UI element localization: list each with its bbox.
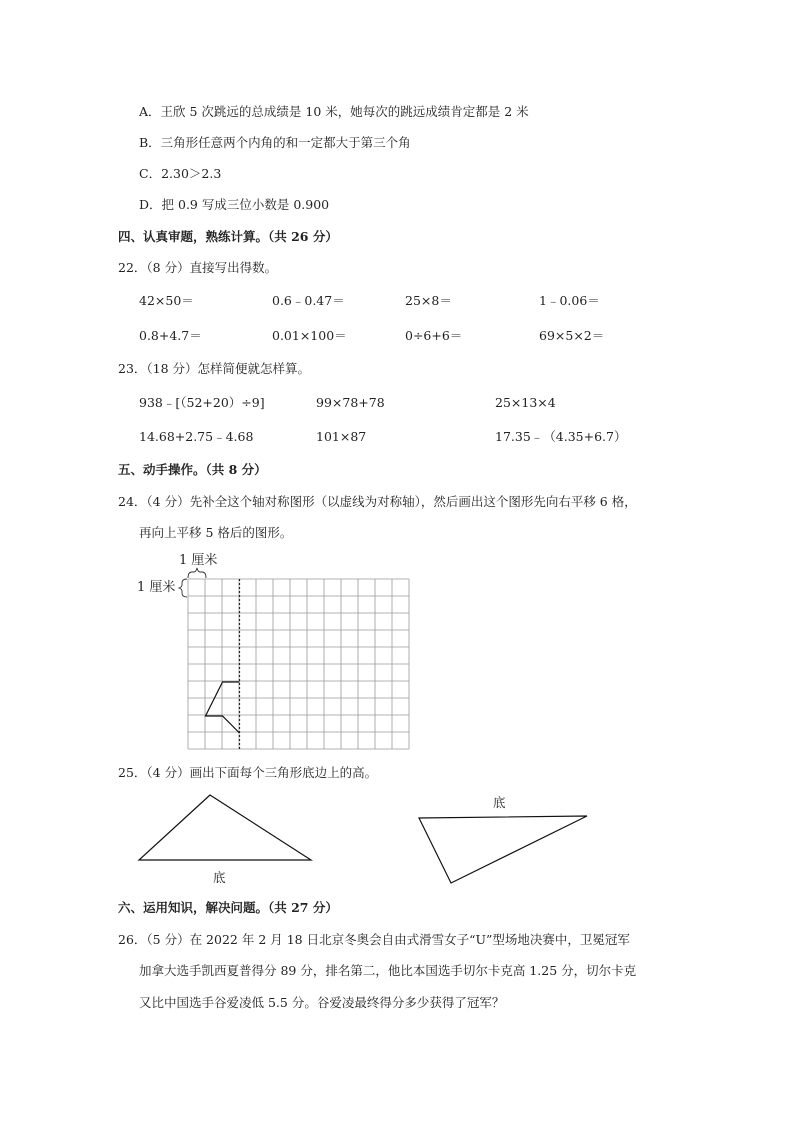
q22-item: 0÷6+6＝ [405,328,463,343]
q23-item: 99×78+78 [316,395,385,410]
q25-prompt: 25．（4 分）画出下面每个三角形底边上的高。 [118,765,378,780]
triangle-right [419,816,587,883]
q22-item: 69×5×2＝ [539,328,605,343]
section-5-heading: 五、动手操作。（共 8 分） [118,462,267,477]
q22-item: 25×8＝ [405,293,452,308]
option-d: D．把 0.9 写成三位小数是 0.900 [139,197,330,212]
q23-prompt: 23．（18 分）怎样简便就怎样算。 [118,361,311,376]
brace-top [188,568,206,578]
q22-item: 0.01×100＝ [272,328,347,343]
brace-left [179,579,187,597]
q23-item: 14.68+2.75﹣4.68 [139,429,254,444]
q22-item: 0.8+4.7＝ [139,328,202,343]
q23-item: 17.35﹣（4.35+6.7） [495,429,627,444]
section-4-heading: 四、认真审题，熟练计算。（共 26 分） [118,229,338,244]
half-shape [206,682,240,733]
q22-prompt: 22．（8 分）直接写出得数。 [118,260,278,275]
q22-item: 0.6﹣0.47＝ [272,293,345,308]
section-6-heading: 六、运用知识，解决问题。（共 27 分） [118,900,338,915]
square-grid [188,579,409,749]
q24-prompt-line1: 24．（4 分）先补全这个轴对称图形（以虚线为对称轴），然后画出这个图形先向右平移 6 格， [118,494,637,509]
q23-item: 25×13×4 [495,395,556,410]
q24-prompt-line2: 再向上平移 5 格后的图形。 [139,525,293,540]
option-b: B．三角形任意两个内角的和一定都大于第三个角 [139,135,411,150]
q26-line2: 加拿大选手凯西夏普得分 89 分，排名第二，他比本国选手切尔卡克高 1.25 分，切尔卡克 [139,963,637,978]
q22-item: 1﹣0.06＝ [539,293,600,308]
q22-item: 42×50＝ [139,293,194,308]
base-label-left: 底 [213,870,226,885]
triangle-left [139,795,311,860]
option-c: C．2.30＞2.3 [139,166,222,181]
q26-line1: 26．（5 分）在 2022 年 2 月 18 日北京冬奥会自由式滑雪女子“U”型场地决赛中，卫冕冠军 [118,932,630,947]
base-label-right: 底 [493,795,506,810]
unit-label-top: 1 厘米 [179,553,218,568]
q26-line3: 又比中国选手谷爱凌低 5.5 分。谷爱凌最终得分多少获得了冠军？ [139,995,505,1010]
option-a: A．王欣 5 次跳远的总成绩是 10 米，她每次的跳远成绩肯定都是 2 米 [139,104,529,119]
q23-item: 938﹣[（52+20）÷9] [139,395,265,410]
q23-item: 101×87 [316,429,367,444]
unit-label-left: 1 厘米 [137,580,176,595]
